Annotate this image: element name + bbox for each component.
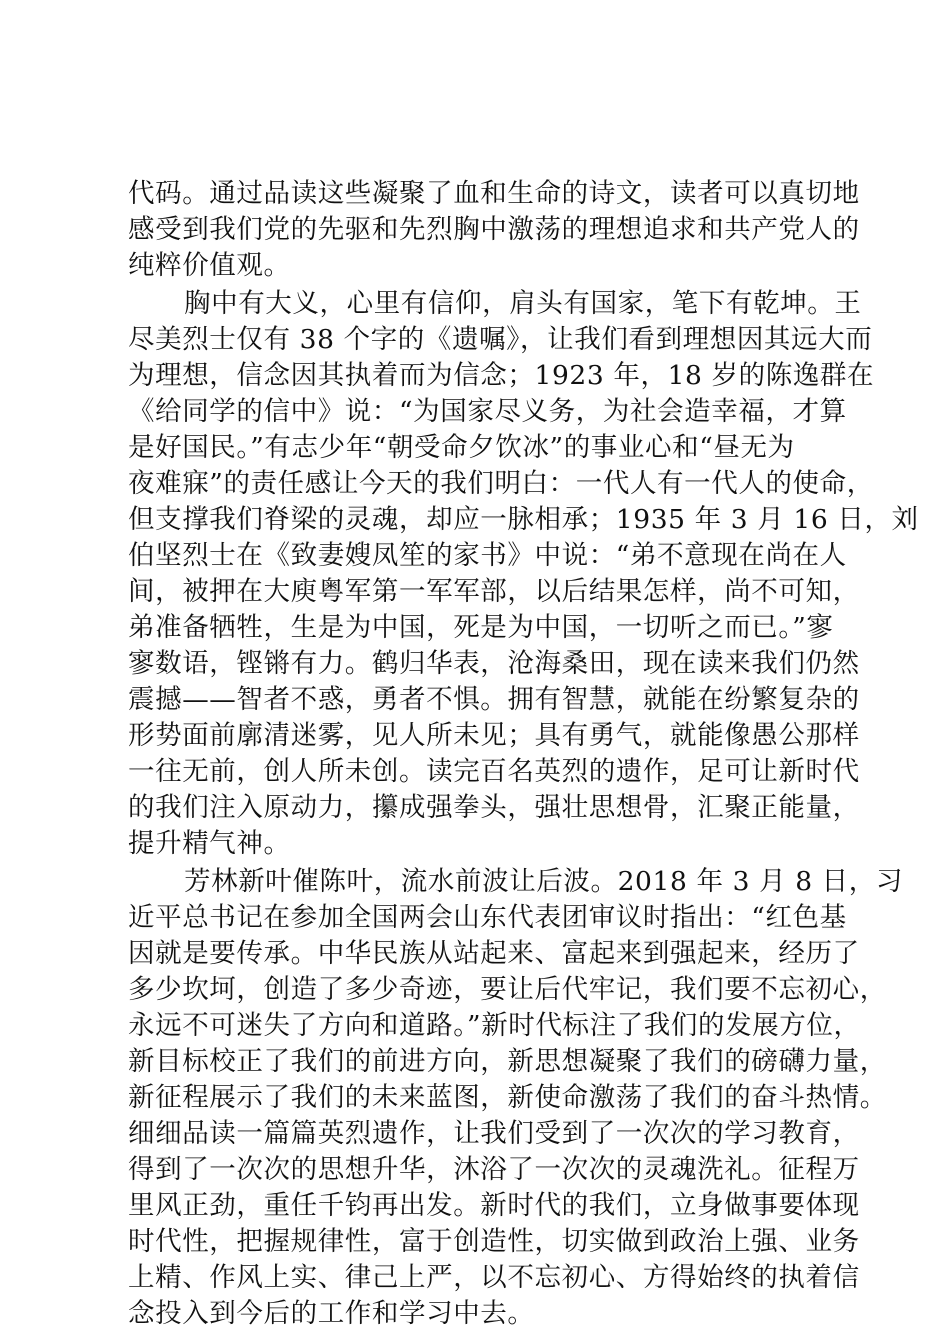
paragraph-2-line-2: 尽美烈士仅有 38 个字的《遗嘱》，让我们看到理想因其远大而 xyxy=(128,324,873,355)
paragraph-2-line-9: 间，被押在大庾粤军第一军军部，以后结果怎样，尚不可知， xyxy=(128,576,860,607)
paragraph-3-line-5: 永远不可迷失了方向和道路。”新时代标注了我们的发展方位， xyxy=(128,1010,861,1041)
paragraph-2-line-6: 夜难寐”的责任感让今天的我们明白：一代人有一代人的使命， xyxy=(128,468,874,499)
paragraph-3-line-6: 新目标校正了我们的前进方向，新思想凝聚了我们的磅礴力量， xyxy=(128,1046,887,1077)
paragraph-2-line-14: 一往无前，创人所未创。读完百名英烈的遗作，足可让新时代 xyxy=(128,756,860,787)
paragraph-3-line-8: 细细品读一篇篇英烈遗作，让我们受到了一次次的学习教育， xyxy=(128,1118,860,1149)
paragraph-3-line-1: 芳林新叶催陈叶，流水前波让后波。2018 年 3 月 8 日，习 xyxy=(184,866,903,897)
paragraph-2-line-7: 但支撑我们脊梁的灵魂，却应一脉相承；1935 年 3 月 16 日，刘 xyxy=(128,504,919,535)
paragraph-2-line-13: 形势面前廓清迷雾，见人所未见；具有勇气，就能像愚公那样 xyxy=(128,720,860,751)
paragraph-3-line-3: 因就是要传承。中华民族从站起来、富起来到强起来，经历了 xyxy=(128,938,860,969)
paragraph-3-line-13: 念投入到今后的工作和学习中去。 xyxy=(128,1298,535,1329)
paragraph-2-line-15: 的我们注入原动力，攥成强拳头，强壮思想骨，汇聚正能量， xyxy=(128,792,860,823)
paragraph-1-line-3: 纯粹价值观。 xyxy=(128,250,291,281)
paragraph-2-line-12: 震撼——智者不惑，勇者不惧。拥有智慧，就能在纷繁复杂的 xyxy=(128,684,860,715)
paragraph-2-line-5: 是好国民。”有志少年“朝受命夕饮冰”的事业心和“昼无为 xyxy=(128,432,795,463)
paragraph-3-line-4: 多少坎坷，创造了多少奇迹，要让后代牢记，我们要不忘初心， xyxy=(128,974,887,1005)
paragraph-3-line-7: 新征程展示了我们的未来蓝图，新使命激荡了我们的奋斗热情。 xyxy=(128,1082,887,1113)
paragraph-2-line-4: 《给同学的信中》说：“为国家尽义务，为社会造幸福，才算 xyxy=(128,396,847,427)
paragraph-1-line-1: 代码。通过品读这些凝聚了血和生命的诗文，读者可以真切地 xyxy=(128,178,860,209)
paragraph-1-line-2: 感受到我们党的先驱和先烈胸中激荡的理想追求和共产党人的 xyxy=(128,214,860,245)
paragraph-2-line-1: 胸中有大义，心里有信仰，肩头有国家，笔下有乾坤。王 xyxy=(184,288,862,319)
paragraph-2-line-11: 寥数语，铿锵有力。鹤归华表，沧海桑田，现在读来我们仍然 xyxy=(128,648,860,679)
paragraph-2-line-8: 伯坚烈士在《致妻嫂凤笙的家书》中说：“弟不意现在尚在人 xyxy=(128,540,847,571)
paragraph-3-line-2: 近平总书记在参加全国两会山东代表团审议时指出：“红色基 xyxy=(128,902,847,933)
paragraph-3-line-11: 时代性，把握规律性，富于创造性，切实做到政治上强、业务 xyxy=(128,1226,860,1257)
paragraph-2-line-10: 弟准备牺牲，生是为中国，死是为中国，一切听之而已。”寥 xyxy=(128,612,834,643)
paragraph-2-line-16: 提升精气神。 xyxy=(128,828,291,859)
paragraph-3-line-10: 里风正劲，重任千钧再出发。新时代的我们，立身做事要体现 xyxy=(128,1190,860,1221)
paragraph-3-line-12: 上精、作风上实、律己上严，以不忘初心、方得始终的执着信 xyxy=(128,1262,860,1293)
paragraph-3-line-9: 得到了一次次的思想升华，沐浴了一次次的灵魂洗礼。征程万 xyxy=(128,1154,860,1185)
paragraph-2-line-3: 为理想，信念因其执着而为信念；1923 年，18 岁的陈逸群在 xyxy=(128,360,875,391)
